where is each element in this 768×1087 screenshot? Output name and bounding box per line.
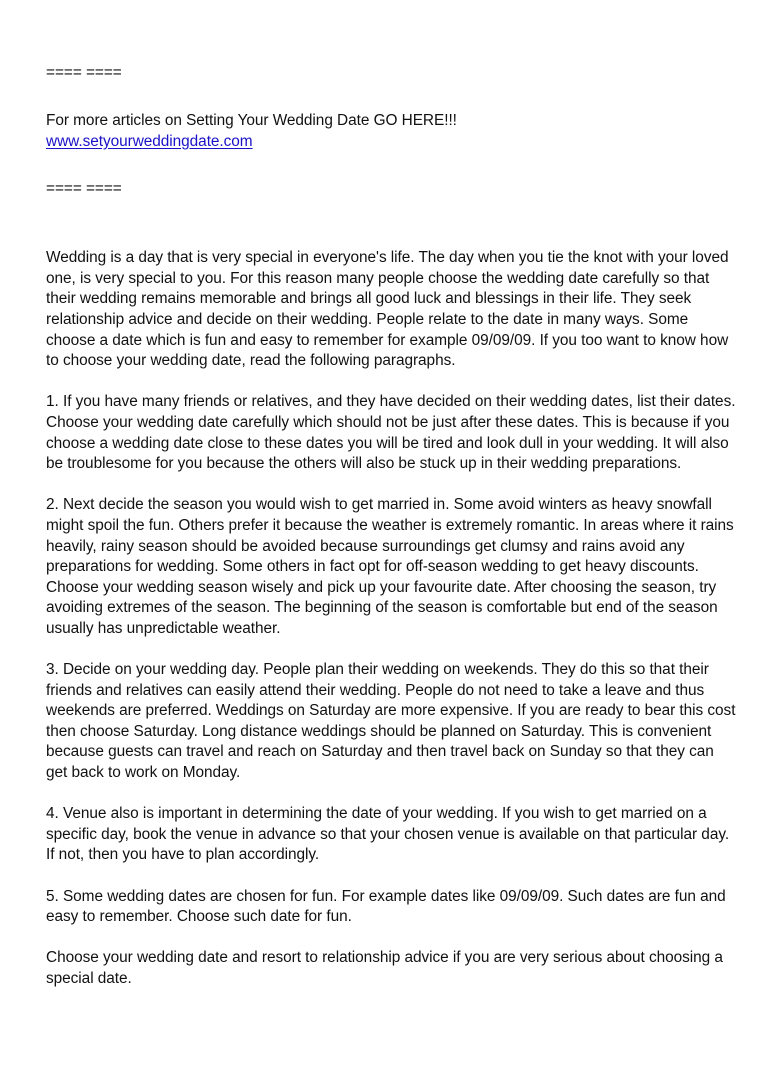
promo-link[interactable]: www.setyourweddingdate.com xyxy=(46,132,253,150)
closing-paragraph: Choose your wedding date and resort to relationship advice if you are very serious about choosing a special date. xyxy=(46,949,723,987)
tip-4-paragraph: 4. Venue also is important in determining the date of your wedding. If you wish to get married on a specific day, book the venue in advance so that your chosen venue is available on that particular day. If not, then you have to plan accordingly. xyxy=(46,805,730,864)
tip-2-paragraph: 2. Next decide the season you would wish to get married in. Some avoid winters as heavy snowfall might spoil the fun. Others prefer it because the weather is extremely romantic. In areas where it rains heavily, rainy season should be avoided because surroundings get clumsy and rains avoid any preparations for wedding. Some others in fact opt for off-season wedding to get heavy discounts. Choose your wedding season wisely and pick up your favourite date. After choosing the season, try avoiding extremes of the season. The beginning of the season is comfortable but end of the season usually has unpredictable weather. xyxy=(46,496,734,637)
promo-text: For more articles on Setting Your Wedding Date GO HERE!!! xyxy=(46,112,457,129)
document-page xyxy=(46,63,736,1010)
separator-top: ==== ==== xyxy=(46,64,122,81)
tip-1-paragraph: 1. If you have many friends or relatives, and they have decided on their wedding dates, list their dates. Choose your wedding date carefully which should not be just after these dates. This is because if you choose a wedding date close to these dates you will be tired and look dull in your wedding. It will also be troublesome for you because the others will also be stuck up in their wedding preparations. xyxy=(46,393,736,473)
tip-5-paragraph: 5. Some wedding dates are chosen for fun. For example dates like 09/09/09. Such dates are fun and easy to remember. Choose such date for fun. xyxy=(46,887,726,926)
intro-paragraph: Wedding is a day that is very special in everyone's life. The day when you tie the knot with your loved one, is very special to you. For this reason many people choose the wedding date carefully so that their wedding remains memorable and brings all good luck and blessings in their life. They seek relationship advice and decide on their wedding. People relate to the date in many ways. Some choose a date which is fun and easy to remember for example 09/09/09. If you too want to know how to choose your wedding date, read the following paragraphs. xyxy=(46,249,729,370)
separator-bottom: ==== ==== xyxy=(46,180,122,198)
tip-3-paragraph: 3. Decide on your wedding day. People plan their wedding on weekends. They do this so that their friends and relatives can easily attend their wedding. People do not need to take a leave and thus weekends are preferred. Weddings on Saturday are more expensive. If you are ready to bear this cost then choose Saturday. Long distance weddings should be planned on Saturday. This is convenient because guests can travel and reach on Saturday and then travel back on Sunday so that they can get back to work on Monday. xyxy=(46,661,736,782)
